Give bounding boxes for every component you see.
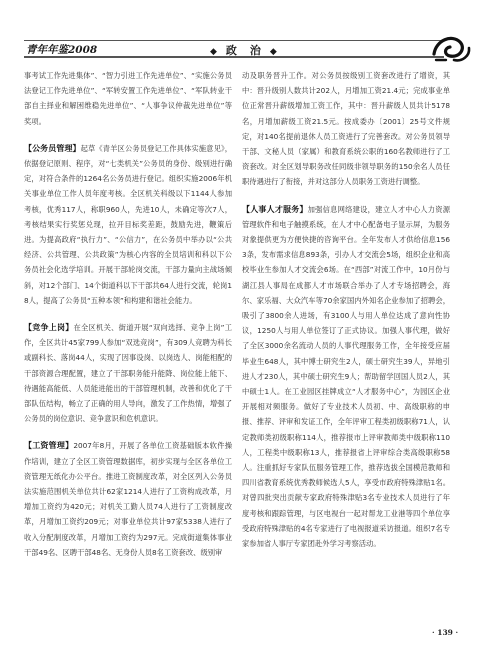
left-column (24, 68, 232, 566)
right-intro-paragraph: 动及职务晋升工作。对公务员按级别工资套改进行了增资，其中：晋升级别人数共计202人，月增加工资21.4元；完成事业单位正常晋升薪级增加工资工作，其中：晋升薪级人员共计5178名，月增加薪级工资21.5元。按成委办〔2001〕25号文件规定，对140名提前退休人员工资进行了完善套改。对公务员领导干部、文秘人员（家属）和教育系统公职的160名教师进行了工资套改。对全区划导职务改任同级非领导职务的150余名人员任职待遇进行了衔接，并对这部分人员职务工资进行调整。 (242, 71, 450, 187)
section-title-text: 政 治 (225, 44, 262, 57)
yearbook-title: 青年年鉴2008 (26, 44, 98, 56)
diamond-icon: ◆ (269, 47, 278, 57)
section-talent-service (242, 202, 450, 552)
section-civil-servant (24, 141, 232, 308)
page-header (24, 40, 444, 58)
section-body-competition: 在全区机关、街道开展“双向选择、竞争上岗”工作，全区共计45家799人参加“双选竞岗”，有309人竞聘为科长或副科长、落岗44人，实现了因事设岗、以岗选人、岗能相配的干部资源合理配置，建立了干部职务能升能降、岗位能上能下、待遇能高能低、人员能进能出的干部管理机制，改善和优化了干部队伍结构，畅立了正确的用人导向，激发了工作热情，增强了公务员的岗位意识、竞争意识和危机意识。 (24, 323, 233, 424)
section-title (202, 42, 286, 58)
right-column (242, 68, 450, 557)
section-competition (24, 320, 232, 426)
section-title-talent-service: 【人事人才服务】 (242, 204, 308, 214)
section-title-salary: 【工资管理】 (24, 441, 74, 451)
section-title-competition: 【竞争上岗】 (24, 323, 74, 333)
yearbook-logo-icon (430, 32, 472, 66)
section-salary (24, 438, 232, 560)
section-body-civil-servant: 起草《青羊区公务员登记工作具体实施意见》，依据登记原则、程序，对“七类机关”公务员的身份、级别进行确定，对符合条件的1264名公务员进行登记。组织实施2006年机关事业单位工作人员年度考核。全区机关科级以下1144人参加考核，优秀117人，称职960人，先进10人，未确定等次7人，考核结果实行奖惩兑现，拉开目标奖差距，鼓励先进，鞭策后进。为提高政府“执行力”、“公信力”，在公务员中举办以“公共经济、公共管理、公共政策”为核心内容的全员培训和科以下公务员社会化选学培训。开展干部轮岗交流，干部力量向主战场倾斜，对12个部门、14个街道科以下干部共64人进行交流，轮岗18人，提高了公务员“五种本领”和构建和谐社会能力。 (24, 143, 232, 305)
section-body-talent-service: 加强信息网络建设，建立人才中心人力资源管理软件和电子触摸系统，在人才中心配备电子显示屏，为服务对象提供更为方便快捷的咨询平台。全年发布人才供给信息1563条，发布需求信息893条，引办人才交流会5场，组织企业和高校毕业生参加人才交流会6场。在“西部”对流工作中，10月份与湖江县人事局在成都人才市场联合举办了人才专场招聘会，海尔、家乐福、大众汽车等70余家国内外知名企业参加了招聘会，吸引了3800余人进场，有3100人与用人单位达成了意向性协议，1250人与用人单位签订了正式协议。加强人事代理，做好了全区3000余名流动人员的人事代理服务工作，全年接受应届毕业生648人，其中博士研究生2人，硕士研究生39人，异地引进人才230人，其中硕士研究生9人；帮助留学回国人员2人，其中硕士1人。在工业园区挂牌成立“人才服务中心”，为园区企业开展相对频服务。做好了专业技术人员初、中、高级职称的申报、推荐、评审和发证工作，全年评审工程类初级职称71人，认定教师类初级职称114人，推荐报市上评审教师类中级职称110人，工程类中级职称13人，推荐报省上评审综合类高级职称58人。注重抓好专家队伍服务管理工作，推荐选拔全国模范教师和四川省教育系统优秀教师候选人5人，享受市政府特殊津贴1名。对曾四批突出贡献专家政府特殊津贴3名专业技术人员进行了年度考核和跟踪管理，与区电视台一起对帮龙工业港等四个单位享受政府特殊津贴的4名专家进行了电视报道采访报道。组织7名专家参加省人事厅专家团赴外学习考察活动。 (242, 204, 451, 549)
diamond-icon: ◆ (210, 47, 218, 57)
section-body-salary: 2007年8月，开展了各单位工资基础版本软件操作培训，建立了全区工资管理数据库，初步实现与全区各单位工资管理无纸化办公平台。推进工资制度改革，对全区列入公务员法实施范围机关单位共计62家1214人进行了工资构成改革，月增加工资约为420元；对机关工勤人员74人进行了工资制度改革，月增加工资约209元；对事业单位共计97家5338人进行了收入分配制度改革，月增加工资约为297元。完成街道集体事业干部49名、区聘干部48名、无身份人员8名工资套改、级别审 (24, 441, 232, 557)
left-intro-paragraph: 事考试工作先进集体”、“智力引进工作先进单位”、“实施公务员法登记工作先进单位”、“军转安置工作先进单位”、“军队转业干部自主择业和解困维稳先进单位”、“人事争议仲裁先进单位”等奖项。 (24, 71, 232, 126)
page-number: · 139 · (432, 628, 459, 637)
section-title-civil-servant: 【公务员管理】 (24, 143, 81, 153)
